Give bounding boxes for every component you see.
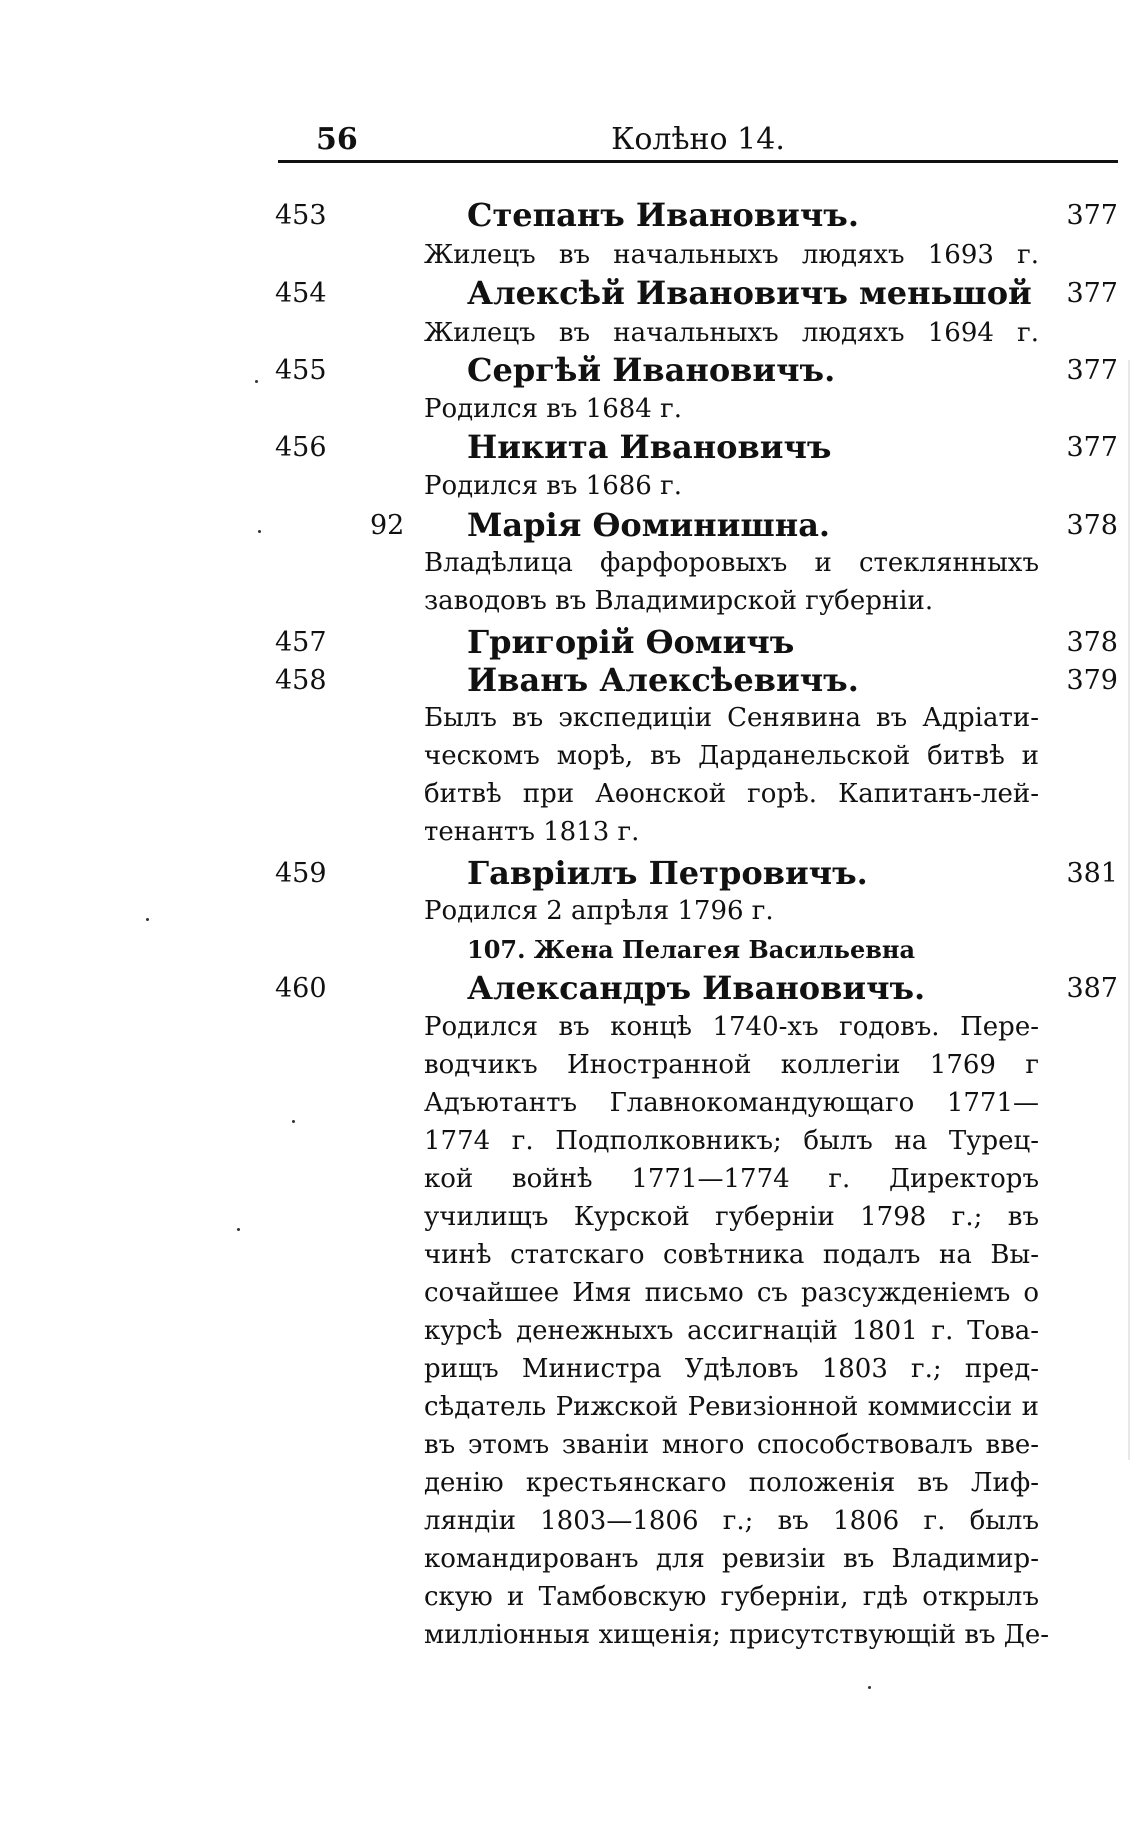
entry-text-line: тенантъ 1813 г.: [424, 817, 640, 847]
entry-text-line: Былъ въ экспедиціи Сенявина въ Адріати-: [424, 703, 1039, 733]
entry-text-line: курсѣ денежныхъ ассигнацій 1801 г. Това-: [424, 1316, 1039, 1346]
person-name: Иванъ Алексѣевичъ.: [467, 661, 859, 699]
entry-text-line: заводовъ въ Владимирской губерніи.: [424, 586, 934, 616]
entry-text-line: ческомъ морѣ, въ Дарданельской битвѣ и: [424, 741, 1039, 771]
person-name: Алексѣй Ивановичъ меньшой: [467, 274, 1032, 312]
scan-speck: [292, 1120, 295, 1123]
scan-speck: [258, 530, 261, 533]
reference-number: 377: [1066, 355, 1118, 386]
entry-text-line: Жилецъ въ начальныхъ людяхъ 1693 г.: [424, 240, 1039, 270]
entry-text-line: милліонныя хищенія; присутствующій въ Де-: [424, 1620, 1050, 1650]
reference-number: 387: [1066, 973, 1118, 1004]
entry-number: 459: [275, 858, 327, 889]
entry-text-line: Владѣлица фарфоровыхъ и стеклянныхъ: [424, 548, 1039, 578]
entry-number: 458: [275, 665, 327, 696]
entry-number: 454: [275, 278, 327, 309]
scan-speck: [868, 1686, 871, 1689]
entry-text-line: денію крестьянскаго положенія въ Лиф-: [424, 1468, 1039, 1498]
entry-text-line: скую и Тамбовскую губерніи, гдѣ открылъ: [424, 1582, 1039, 1612]
header-rule: [278, 160, 1118, 163]
entry-text-line: кой войнѣ 1771—1774 г. Директоръ: [424, 1164, 1039, 1194]
entry-text-line: въ этомъ званіи много способствовалъ вве-: [424, 1430, 1039, 1460]
reference-number: 378: [1066, 510, 1118, 541]
scan-edge-shadow: [1128, 360, 1130, 1460]
person-name: Григорій Ѳомичъ: [467, 623, 795, 661]
spouse-line: 107. Жена Пелагея Васильевна: [467, 935, 916, 964]
reference-number: 378: [1066, 627, 1118, 658]
entry-text-line: Жилецъ въ начальныхъ людяхъ 1694 г.: [424, 318, 1039, 348]
reference-number: 377: [1066, 200, 1118, 231]
reference-number: 379: [1066, 665, 1118, 696]
entry-text-line: Родился въ концѣ 1740-хъ годовъ. Пере-: [424, 1012, 1039, 1042]
person-name: Сергѣй Ивановичъ.: [467, 351, 836, 389]
entry-text-line: командированъ для ревизіи въ Владимир-: [424, 1544, 1039, 1574]
entry-text-line: Родился въ 1684 г.: [424, 394, 682, 424]
entry-number: 460: [275, 973, 327, 1004]
chapter-title: Колѣно 14.: [611, 122, 785, 157]
scan-speck: [146, 918, 149, 921]
scan-speck: [237, 1228, 240, 1231]
entry-text-line: Родился въ 1686 г.: [424, 471, 682, 501]
entry-text-line: Адъютантъ Главнокомандующаго 1771—: [424, 1088, 1039, 1118]
scan-speck: [255, 380, 258, 383]
entry-number: 456: [275, 432, 327, 463]
entry-text-line: рищъ Министра Удѣловъ 1803 г.; пред-: [424, 1354, 1039, 1384]
person-name: Никита Ивановичъ: [467, 428, 832, 466]
entry-text-line: сѣдатель Рижской Ревизіонной коммиссіи и: [424, 1392, 1039, 1422]
entry-number: 455: [275, 355, 327, 386]
entry-text-line: чинѣ статскаго совѣтника подалъ на Вы-: [424, 1240, 1039, 1270]
reference-number: 377: [1066, 278, 1118, 309]
entry-text-line: 1774 г. Подполковникъ; былъ на Турец-: [424, 1126, 1039, 1156]
entry-text-line: училищъ Курской губерніи 1798 г.; въ: [424, 1202, 1039, 1232]
entry-text-line: ляндіи 1803—1806 г.; въ 1806 г. былъ: [424, 1506, 1039, 1536]
entry-text-line: битвѣ при Аѳонской горѣ. Капитанъ-лей-: [424, 779, 1039, 809]
entry-text-line: сочайшее Имя письмо съ разсужденіемъ о: [424, 1278, 1039, 1308]
entry-text-line: водчикъ Иностранной коллегіи 1769 г: [424, 1050, 1039, 1080]
entry-text-line: Родился 2 апрѣля 1796 г.: [424, 896, 774, 926]
person-name: Александръ Ивановичъ.: [467, 969, 926, 1007]
reference-number: 381: [1066, 858, 1118, 889]
entry-number: 453: [275, 200, 327, 231]
person-name: Марія Ѳоминишна.: [467, 506, 831, 544]
entry-number: 457: [275, 627, 327, 658]
running-header: [278, 118, 1118, 162]
person-name: Гавріилъ Петровичъ.: [467, 854, 868, 892]
page-number: 56: [316, 122, 358, 157]
person-name: Степанъ Ивановичъ.: [467, 196, 859, 234]
reference-number: 377: [1066, 432, 1118, 463]
female-line-number: 92: [370, 510, 405, 541]
